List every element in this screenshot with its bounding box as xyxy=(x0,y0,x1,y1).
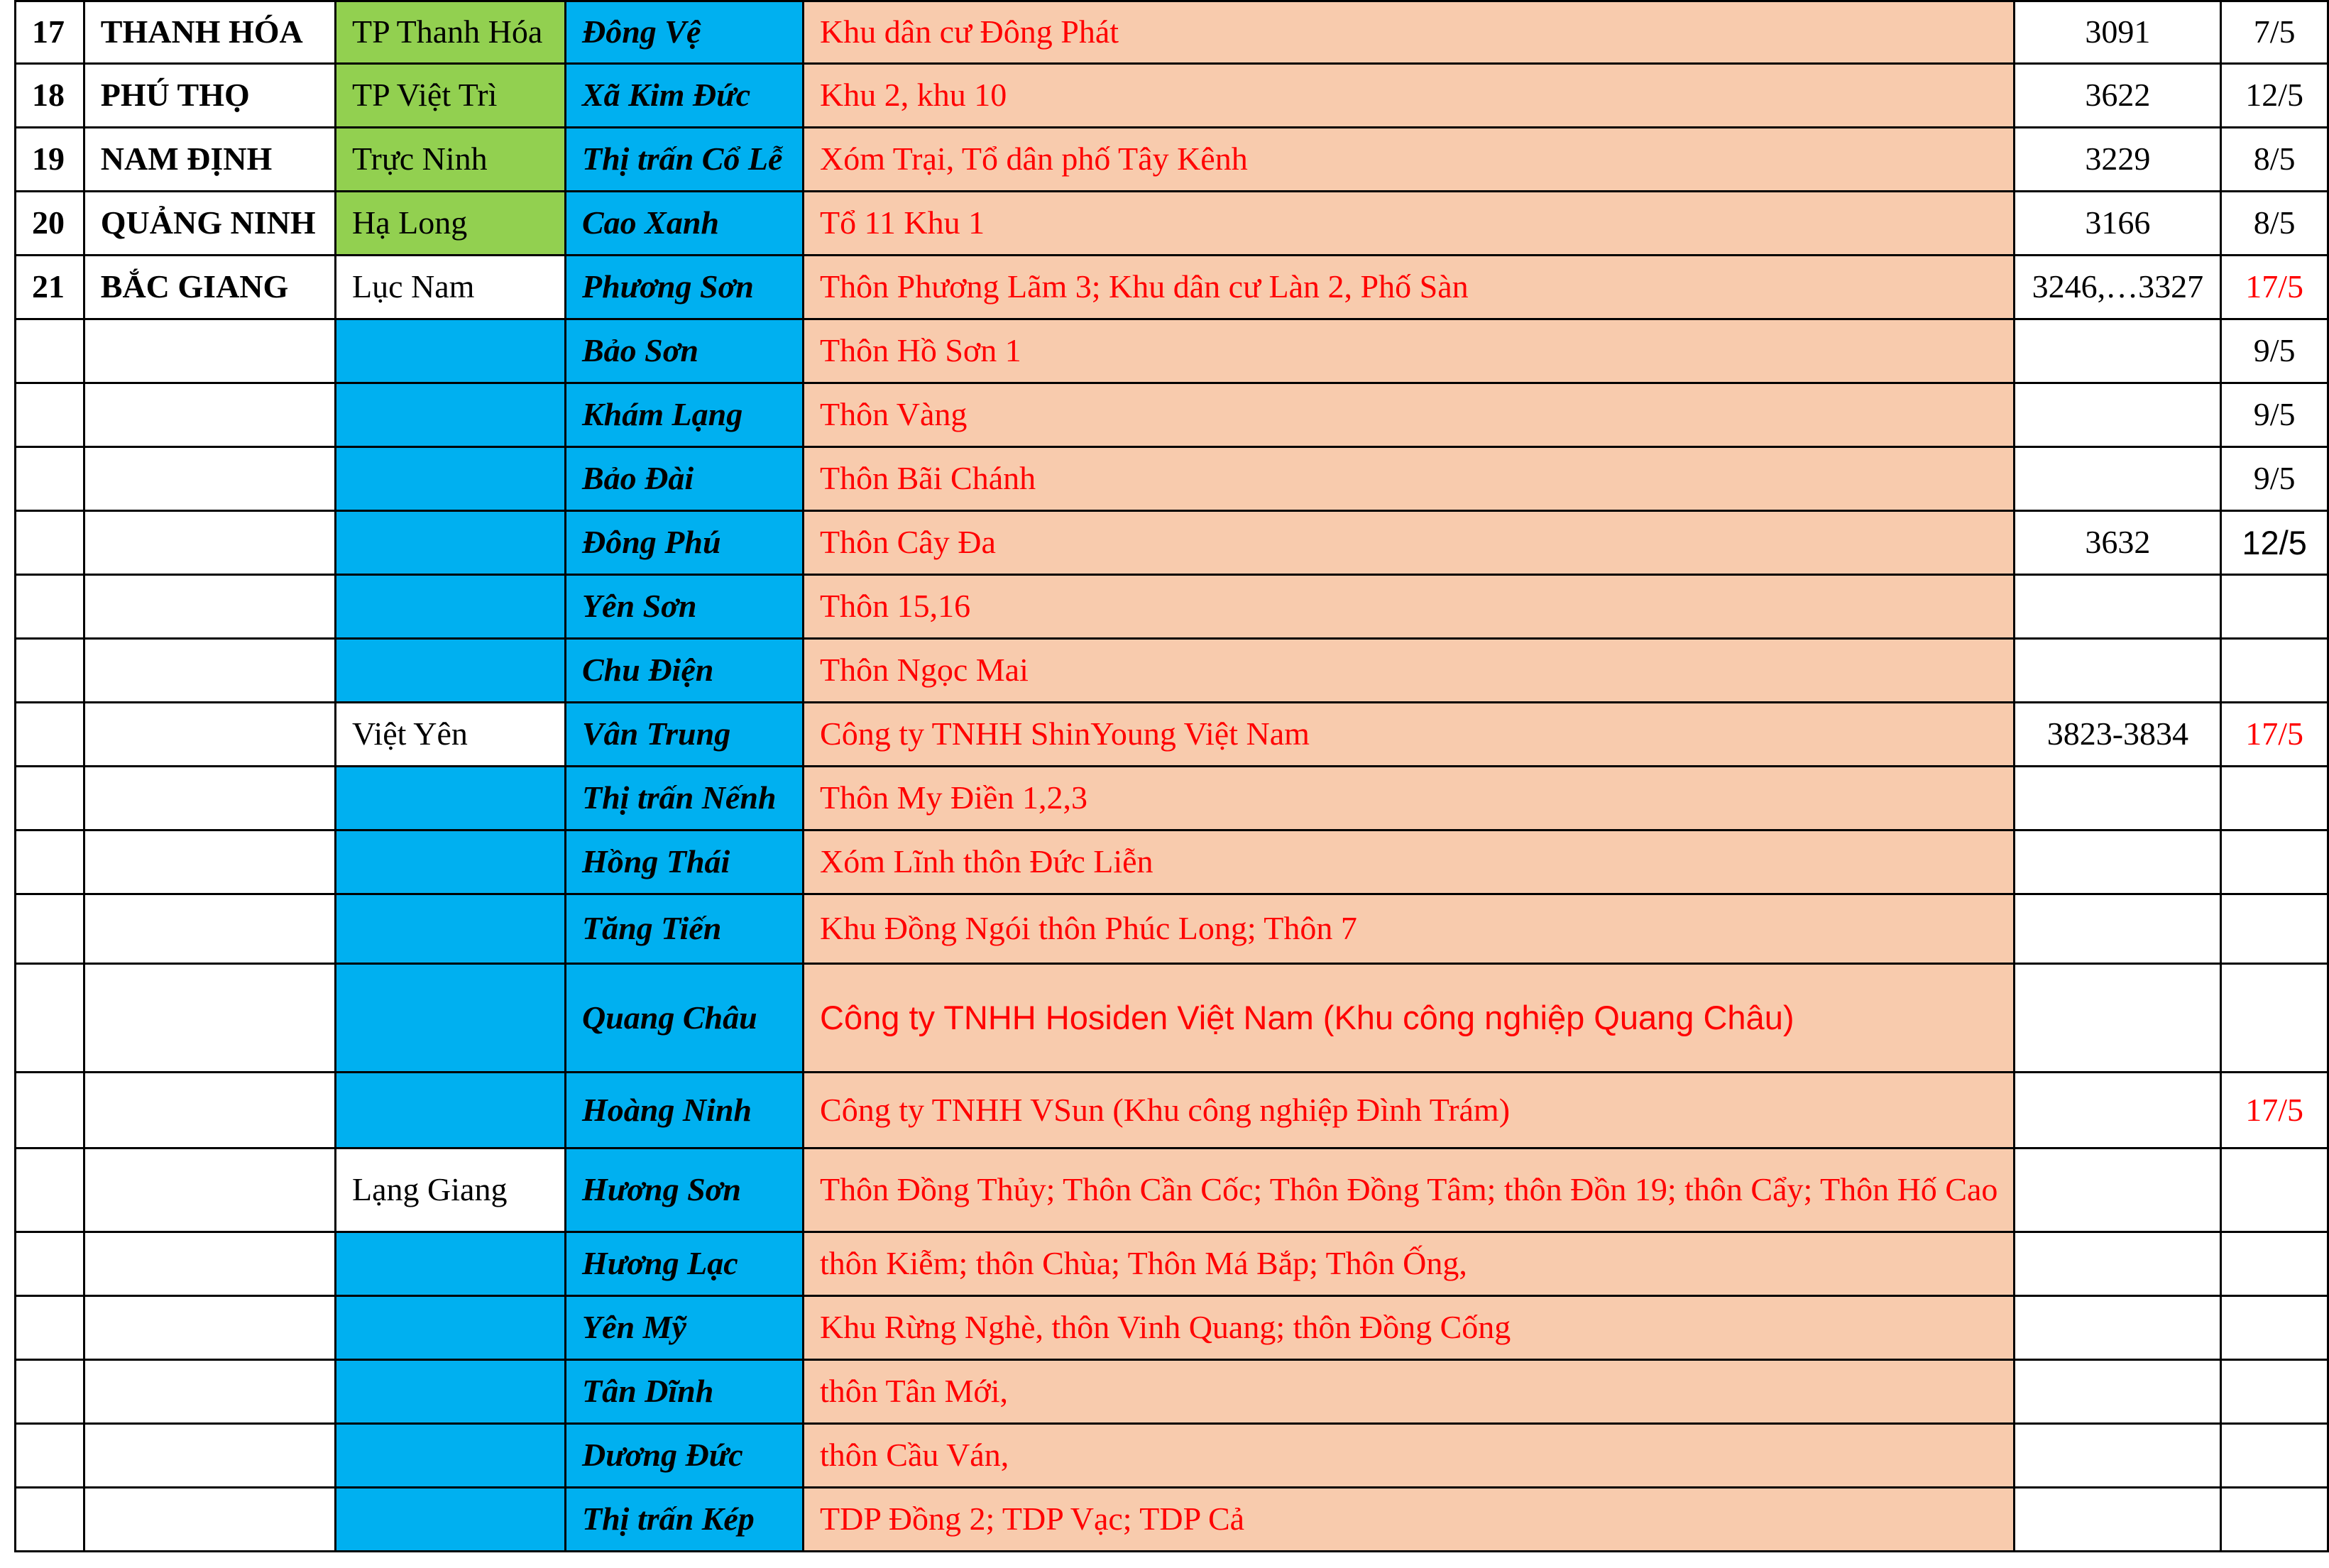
district-cell: TP Thanh Hóa xyxy=(336,1,566,64)
area-cell: Khu dân cư Đông Phát xyxy=(804,1,2015,64)
district-cell: Lục Nam xyxy=(336,256,566,319)
date-cell xyxy=(2221,767,2328,830)
date-cell xyxy=(2221,1488,2328,1552)
row-number-cell xyxy=(16,1073,84,1148)
date-cell: 9/5 xyxy=(2221,383,2328,447)
province-cell xyxy=(84,964,335,1073)
district-cell xyxy=(336,319,566,383)
row-number-cell: 17 xyxy=(16,1,84,64)
date-cell: 9/5 xyxy=(2221,447,2328,511)
case-numbers-cell xyxy=(2015,383,2221,447)
province-cell: NAM ĐỊNH xyxy=(84,128,335,192)
date-cell xyxy=(2221,1232,2328,1296)
table-row xyxy=(16,1296,2328,1360)
outbreak-locations-table xyxy=(14,0,2329,1552)
ward-cell: Khám Lạng xyxy=(565,383,803,447)
area-cell: Thôn Bãi Chánh xyxy=(804,447,2015,511)
case-numbers-cell xyxy=(2015,830,2221,894)
table-row xyxy=(16,1232,2328,1296)
area-cell: thôn Cầu Ván, xyxy=(804,1424,2015,1488)
table-row xyxy=(16,1,2328,64)
table-row xyxy=(16,447,2328,511)
province-cell xyxy=(84,830,335,894)
area-cell: Công ty TNHH ShinYoung Việt Nam xyxy=(804,703,2015,767)
ward-cell: Hương Sơn xyxy=(565,1148,803,1232)
row-number-cell xyxy=(16,447,84,511)
case-numbers-cell xyxy=(2015,639,2221,703)
date-cell: 9/5 xyxy=(2221,319,2328,383)
province-cell xyxy=(84,1424,335,1488)
district-cell xyxy=(336,1073,566,1148)
table-row xyxy=(16,511,2328,575)
area-cell: Thôn 15,16 xyxy=(804,575,2015,639)
date-cell xyxy=(2221,964,2328,1073)
province-cell: THANH HÓA xyxy=(84,1,335,64)
case-numbers-cell: 3632 xyxy=(2015,511,2221,575)
province-cell xyxy=(84,383,335,447)
ward-cell: Bảo Sơn xyxy=(565,319,803,383)
area-cell: Thôn My Điền 1,2,3 xyxy=(804,767,2015,830)
area-cell: Thôn Cây Đa xyxy=(804,511,2015,575)
ward-cell: Vân Trung xyxy=(565,703,803,767)
case-numbers-cell xyxy=(2015,1073,2221,1148)
area-cell: Thôn Hồ Sơn 1 xyxy=(804,319,2015,383)
row-number-cell xyxy=(16,767,84,830)
table-row xyxy=(16,256,2328,319)
date-cell: 12/5 xyxy=(2221,64,2328,128)
table-row xyxy=(16,1424,2328,1488)
province-cell: QUẢNG NINH xyxy=(84,192,335,256)
date-cell: 7/5 xyxy=(2221,1,2328,64)
district-cell xyxy=(336,767,566,830)
case-numbers-cell xyxy=(2015,1296,2221,1360)
row-number-cell xyxy=(16,639,84,703)
case-numbers-cell xyxy=(2015,1424,2221,1488)
table-row xyxy=(16,575,2328,639)
row-number-cell xyxy=(16,1296,84,1360)
case-numbers-cell xyxy=(2015,894,2221,964)
row-number-cell xyxy=(16,1424,84,1488)
district-cell xyxy=(336,964,566,1073)
case-numbers-cell: 3622 xyxy=(2015,64,2221,128)
case-numbers-cell xyxy=(2015,575,2221,639)
row-number-cell xyxy=(16,319,84,383)
date-cell: 17/5 xyxy=(2221,703,2328,767)
district-cell xyxy=(336,894,566,964)
table-row xyxy=(16,830,2328,894)
province-cell xyxy=(84,511,335,575)
case-numbers-cell xyxy=(2015,1148,2221,1232)
row-number-cell xyxy=(16,1148,84,1232)
date-cell xyxy=(2221,1360,2328,1424)
ward-cell: Yên Sơn xyxy=(565,575,803,639)
case-numbers-cell: 3246,…3327 xyxy=(2015,256,2221,319)
district-cell: Lạng Giang xyxy=(336,1148,566,1232)
date-cell: 12/5 xyxy=(2221,511,2328,575)
ward-cell: Thị trấn Cổ Lễ xyxy=(565,128,803,192)
case-numbers-cell xyxy=(2015,964,2221,1073)
ward-cell: Dương Đức xyxy=(565,1424,803,1488)
ward-cell: Yên Mỹ xyxy=(565,1296,803,1360)
row-number-cell xyxy=(16,703,84,767)
table-row xyxy=(16,1073,2328,1148)
ward-cell: Quang Châu xyxy=(565,964,803,1073)
area-cell: Công ty TNHH VSun (Khu công nghiệp Đình Trám) xyxy=(804,1073,2015,1148)
date-cell xyxy=(2221,1296,2328,1360)
area-cell: Công ty TNHH Hosiden Việt Nam (Khu công nghiệp Quang Châu) xyxy=(804,964,2015,1073)
case-numbers-cell xyxy=(2015,1360,2221,1424)
ward-cell: Cao Xanh xyxy=(565,192,803,256)
row-number-cell xyxy=(16,511,84,575)
province-cell xyxy=(84,1488,335,1552)
row-number-cell: 18 xyxy=(16,64,84,128)
date-cell: 17/5 xyxy=(2221,256,2328,319)
area-cell: Thôn Vàng xyxy=(804,383,2015,447)
province-cell xyxy=(84,1148,335,1232)
ward-cell: Đông Phú xyxy=(565,511,803,575)
ward-cell: Thị trấn Kép xyxy=(565,1488,803,1552)
district-cell xyxy=(336,1232,566,1296)
row-number-cell xyxy=(16,1360,84,1424)
province-cell xyxy=(84,575,335,639)
district-cell: TP Việt Trì xyxy=(336,64,566,128)
table-row xyxy=(16,1488,2328,1552)
table-row xyxy=(16,964,2328,1073)
ward-cell: Phương Sơn xyxy=(565,256,803,319)
table-row xyxy=(16,64,2328,128)
district-cell xyxy=(336,511,566,575)
province-cell: BẮC GIANG xyxy=(84,256,335,319)
case-numbers-cell: 3166 xyxy=(2015,192,2221,256)
area-cell: thôn Kiễm; thôn Chùa; Thôn Má Bắp; Thôn Ống, xyxy=(804,1232,2015,1296)
case-numbers-cell xyxy=(2015,319,2221,383)
table-row xyxy=(16,319,2328,383)
province-cell xyxy=(84,894,335,964)
date-cell xyxy=(2221,1424,2328,1488)
ward-cell: Chu Điện xyxy=(565,639,803,703)
area-cell: thôn Tân Mới, xyxy=(804,1360,2015,1424)
table-row xyxy=(16,1148,2328,1232)
district-cell xyxy=(336,1360,566,1424)
area-cell: Khu Rừng Nghè, thôn Vinh Quang; thôn Đồng Cống xyxy=(804,1296,2015,1360)
ward-cell: Đông Vệ xyxy=(565,1,803,64)
case-numbers-cell: 3091 xyxy=(2015,1,2221,64)
province-cell: PHÚ THỌ xyxy=(84,64,335,128)
area-cell: Thôn Phương Lãm 3; Khu dân cư Làn 2, Phố Sàn xyxy=(804,256,2015,319)
ward-cell: Bảo Đài xyxy=(565,447,803,511)
province-cell xyxy=(84,1360,335,1424)
ward-cell: Thị trấn Nếnh xyxy=(565,767,803,830)
table-row xyxy=(16,703,2328,767)
row-number-cell xyxy=(16,383,84,447)
area-cell: Khu 2, khu 10 xyxy=(804,64,2015,128)
table-row xyxy=(16,128,2328,192)
area-cell: Xóm Lĩnh thôn Đức Liễn xyxy=(804,830,2015,894)
district-cell: Hạ Long xyxy=(336,192,566,256)
date-cell xyxy=(2221,830,2328,894)
district-cell xyxy=(336,830,566,894)
row-number-cell: 21 xyxy=(16,256,84,319)
row-number-cell xyxy=(16,830,84,894)
area-cell: Khu Đồng Ngói thôn Phúc Long; Thôn 7 xyxy=(804,894,2015,964)
district-cell xyxy=(336,575,566,639)
district-cell: Trực Ninh xyxy=(336,128,566,192)
table-body xyxy=(16,1,2328,1552)
case-numbers-cell xyxy=(2015,1488,2221,1552)
date-cell xyxy=(2221,1148,2328,1232)
province-cell xyxy=(84,639,335,703)
ward-cell: Tân Dĩnh xyxy=(565,1360,803,1424)
ward-cell: Hoàng Ninh xyxy=(565,1073,803,1148)
case-numbers-cell xyxy=(2015,447,2221,511)
date-cell xyxy=(2221,639,2328,703)
district-cell xyxy=(336,1424,566,1488)
case-numbers-cell xyxy=(2015,1232,2221,1296)
table-row xyxy=(16,639,2328,703)
area-cell: Thôn Đồng Thủy; Thôn Cần Cốc; Thôn Đồng Tâm; thôn Đồn 19; thôn Cẩy; Thôn Hố Cao xyxy=(804,1148,2015,1232)
row-number-cell: 20 xyxy=(16,192,84,256)
province-cell xyxy=(84,703,335,767)
table-row xyxy=(16,383,2328,447)
date-cell: 8/5 xyxy=(2221,128,2328,192)
ward-cell: Hương Lạc xyxy=(565,1232,803,1296)
row-number-cell xyxy=(16,1232,84,1296)
district-cell xyxy=(336,1296,566,1360)
area-cell: Xóm Trại, Tổ dân phố Tây Kênh xyxy=(804,128,2015,192)
case-numbers-cell: 3229 xyxy=(2015,128,2221,192)
case-numbers-cell: 3823-3834 xyxy=(2015,703,2221,767)
province-cell xyxy=(84,1296,335,1360)
province-cell xyxy=(84,1232,335,1296)
table-row xyxy=(16,192,2328,256)
province-cell xyxy=(84,767,335,830)
ward-cell: Xã Kim Đức xyxy=(565,64,803,128)
date-cell: 8/5 xyxy=(2221,192,2328,256)
district-cell: Việt Yên xyxy=(336,703,566,767)
area-cell: TDP Đồng 2; TDP Vạc; TDP Cả xyxy=(804,1488,2015,1552)
date-cell xyxy=(2221,575,2328,639)
area-cell: Tổ 11 Khu 1 xyxy=(804,192,2015,256)
province-cell xyxy=(84,319,335,383)
province-cell xyxy=(84,447,335,511)
row-number-cell xyxy=(16,964,84,1073)
row-number-cell xyxy=(16,894,84,964)
area-cell: Thôn Ngọc Mai xyxy=(804,639,2015,703)
date-cell xyxy=(2221,894,2328,964)
district-cell xyxy=(336,1488,566,1552)
ward-cell: Hồng Thái xyxy=(565,830,803,894)
table-row xyxy=(16,1360,2328,1424)
ward-cell: Tăng Tiến xyxy=(565,894,803,964)
table-row xyxy=(16,767,2328,830)
date-cell: 17/5 xyxy=(2221,1073,2328,1148)
case-numbers-cell xyxy=(2015,767,2221,830)
district-cell xyxy=(336,383,566,447)
district-cell xyxy=(336,639,566,703)
province-cell xyxy=(84,1073,335,1148)
district-cell xyxy=(336,447,566,511)
row-number-cell xyxy=(16,575,84,639)
row-number-cell xyxy=(16,1488,84,1552)
row-number-cell: 19 xyxy=(16,128,84,192)
table-row xyxy=(16,894,2328,964)
